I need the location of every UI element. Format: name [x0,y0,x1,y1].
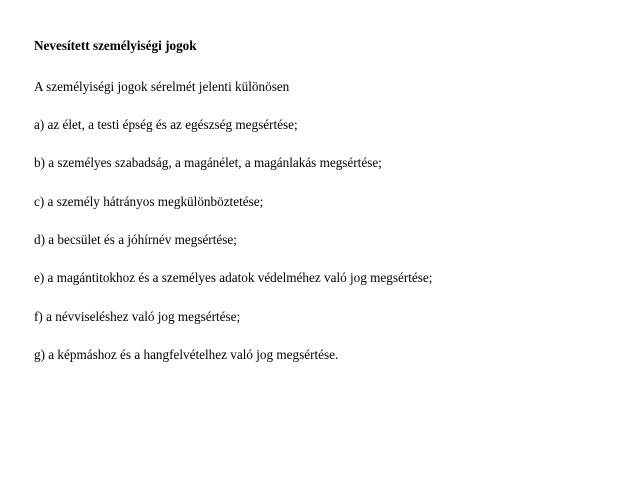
intro-text: A személyiségi jogok sérelmét jelenti különösen [34,79,290,94]
list-item-f: f) a névviseléshez való jog megsértése; [34,309,241,324]
slide-title: Nevesített személyiségi jogok [34,38,197,53]
list-item-d: d) a becsület és a jóhírnév megsértése; [34,232,237,247]
list-item-a: a) az élet, a testi épség és az egészség megsértése; [34,117,298,132]
list-item-b: b) a személyes szabadság, a magánélet, a magánlakás megsértése; [34,155,382,170]
list-item-c: c) a személy hátrányos megkülönböztetése; [34,194,264,209]
list-item-g: g) a képmáshoz és a hangfelvételhez való jog megsértése. [34,347,339,362]
list-item-e: e) a magántitokhoz és a személyes adatok védelméhez való jog megsértése; [34,270,433,285]
